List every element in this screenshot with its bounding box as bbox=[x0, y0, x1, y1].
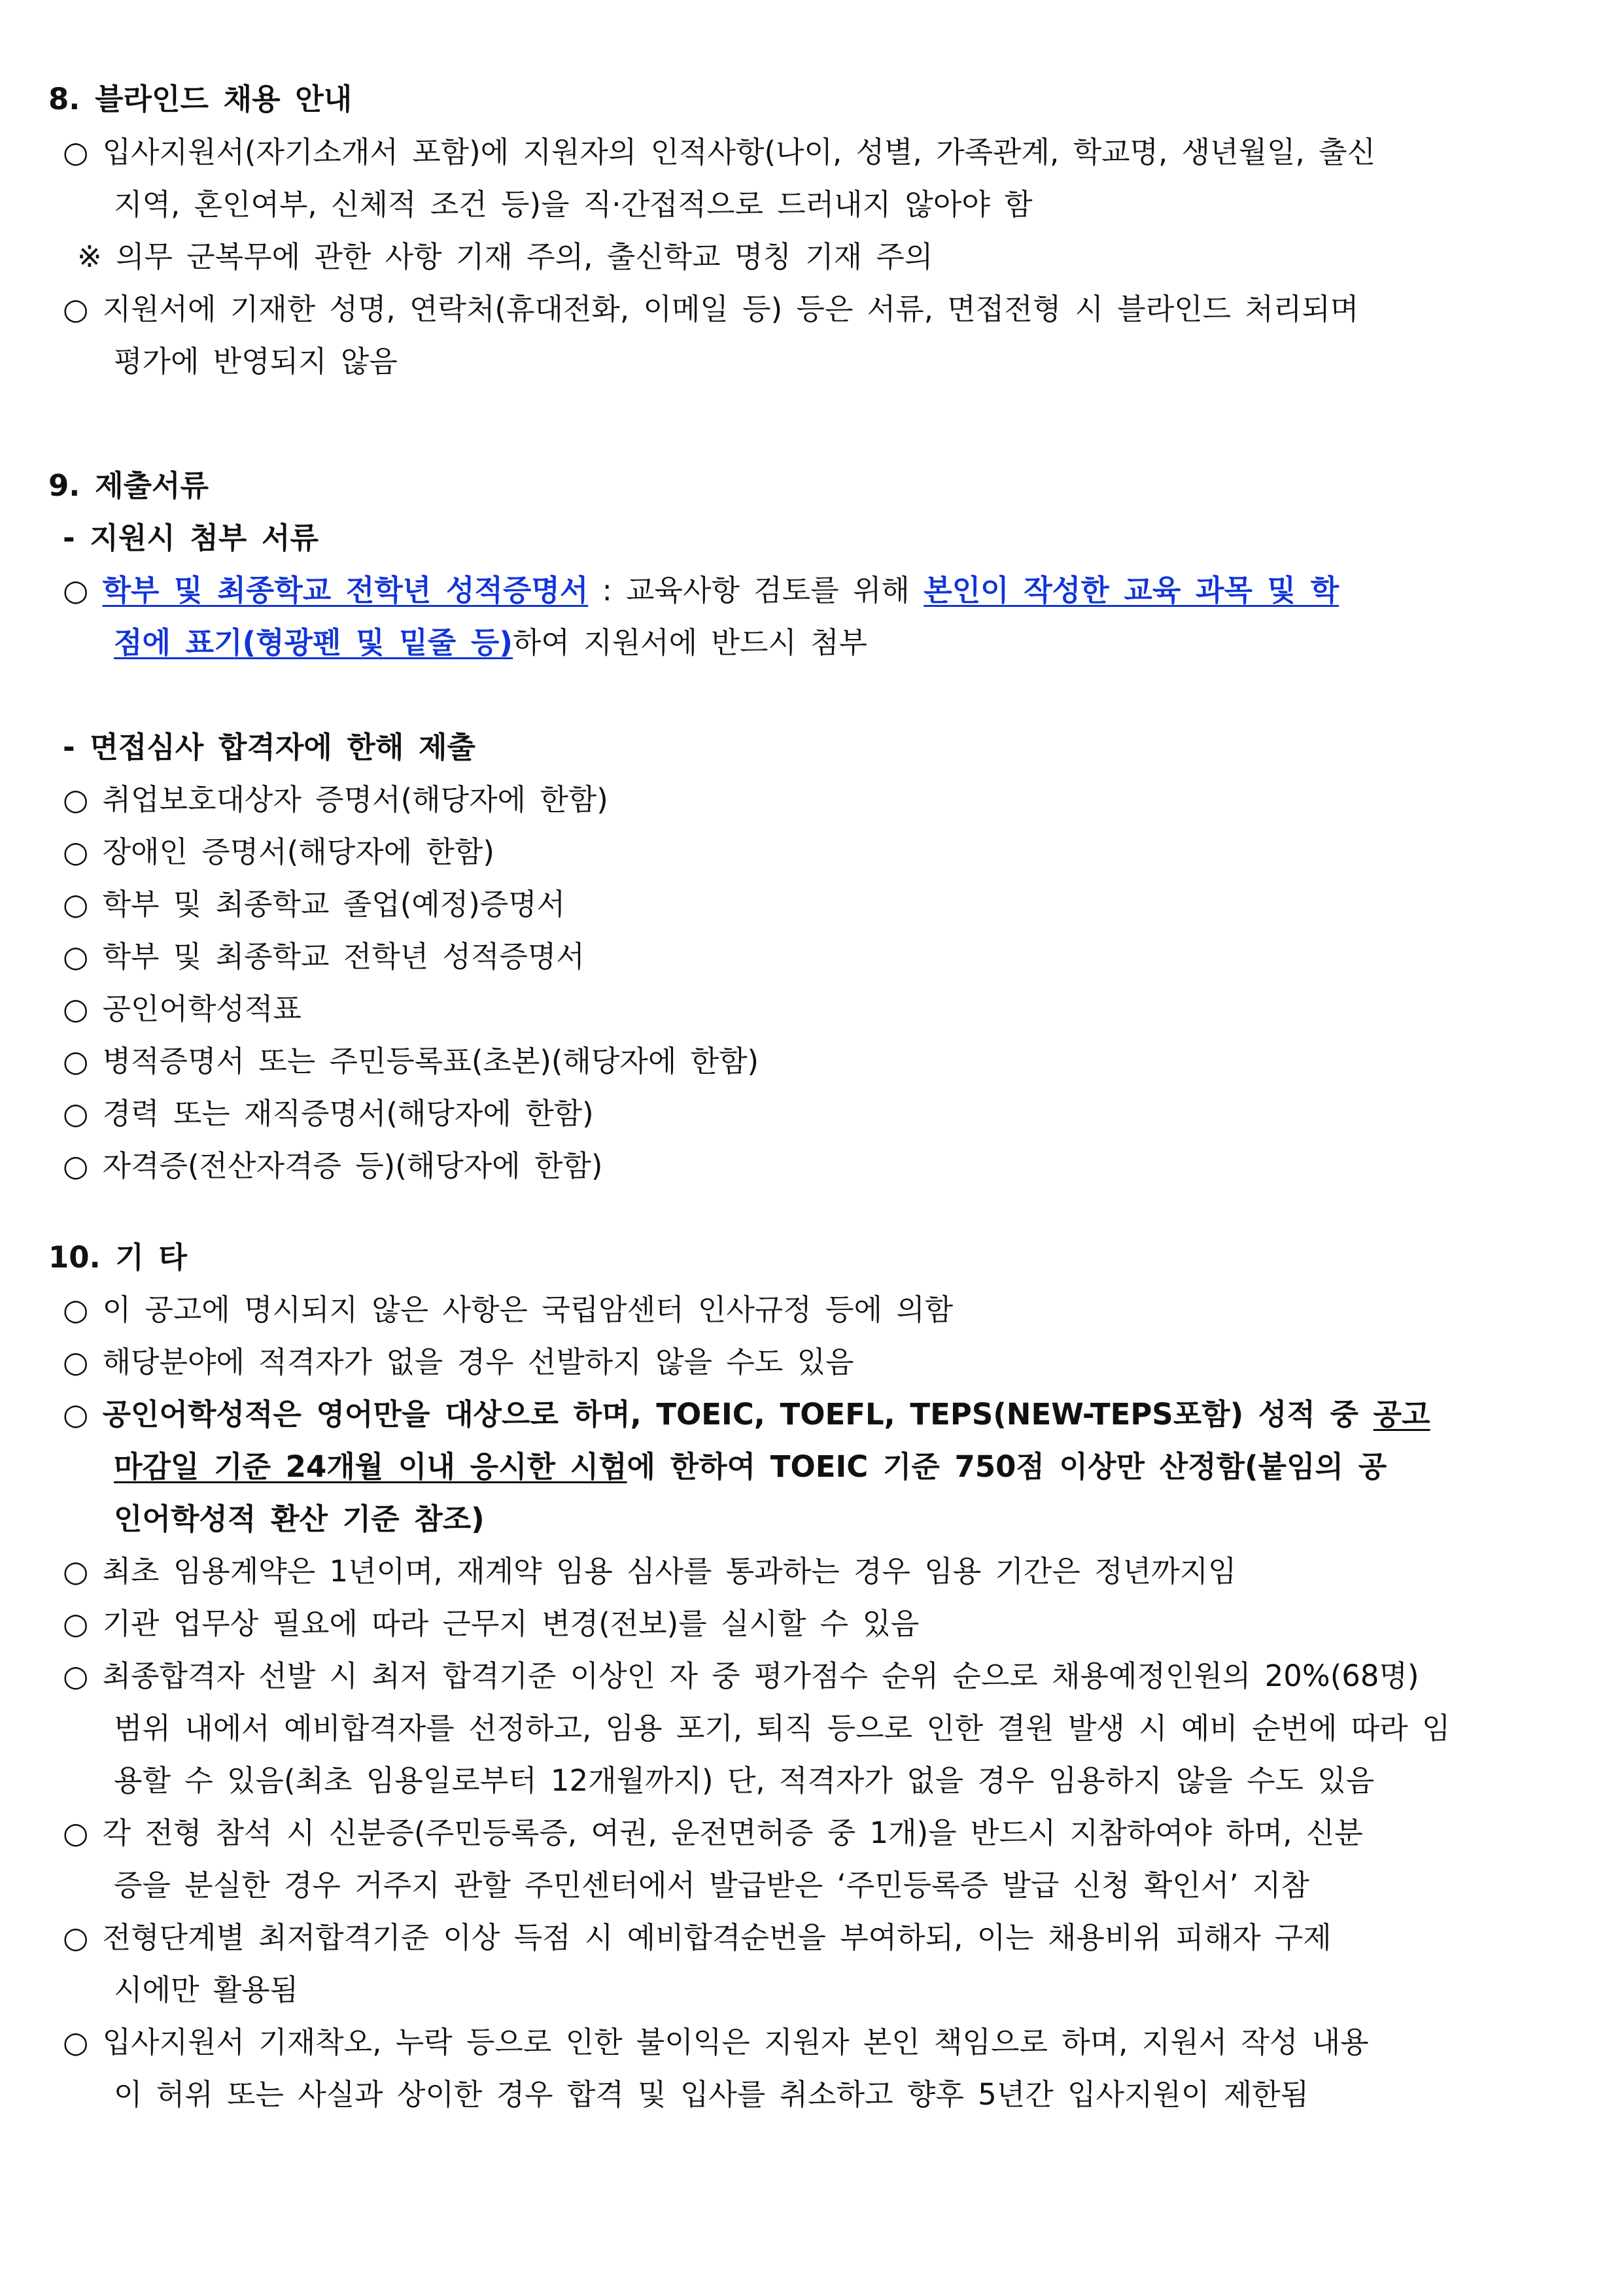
list-item: ○ 학부 및 최종학교 전학년 성적증명서 bbox=[63, 939, 585, 974]
bullet: ○ bbox=[63, 1397, 89, 1432]
s10-item-1: ○ 이 공고에 명시되지 않은 사항은 국립암센터 인사규정 등에 의함 bbox=[63, 1292, 954, 1327]
s9-attach-item-line-2 bbox=[114, 623, 867, 663]
section-8-heading: 8. 블라인드 채용 안내 bbox=[48, 82, 353, 116]
s8-bullet-1-line-1: ○ 입사지원서(자기소개서 포함)에 지원자의 인적사항(나이, 성별, 가족관계, 학교명, 생년월일, 출신 bbox=[63, 135, 1376, 169]
s10-item-3-line-2 bbox=[114, 1447, 1387, 1487]
list-item: ○ 공인어학성적표 bbox=[63, 991, 302, 1026]
s8-bullet-2-line-2: 평가에 반영되지 않음 bbox=[114, 344, 398, 379]
s9-subheading-attach: - 지원시 첨부 서류 bbox=[63, 521, 319, 555]
language-score-text: 공인어학성적은 영어만을 대상으로 하며, TOEIC, TOEFL, TEPS(NEW-TEPS포함) 성적 중 bbox=[102, 1397, 1373, 1432]
s10-item-8-line-1: ○ 전형단계별 최저합격기준 이상 득점 시 예비합격순번을 부여하되, 이는 채용비위 피해자 구제 bbox=[63, 1920, 1332, 1955]
transcript-title: 학부 및 최종학교 전학년 성적증명서 bbox=[102, 573, 589, 608]
attach-tail-text: 하여 지원서에 반드시 첨부 bbox=[512, 625, 868, 660]
s9-subheading-interview: - 면접심사 합격자에 한해 제출 bbox=[63, 730, 475, 765]
s10-item-9-line-1: ○ 입사지원서 기재착오, 누락 등으로 인한 불이익은 지원자 본인 책임으로 하며, 지원서 작성 내용 bbox=[63, 2025, 1369, 2059]
s10-item-3-line-3: 인어학성적 환산 기준 참조) bbox=[114, 1502, 485, 1536]
s8-bullet-1-line-2: 지역, 혼인여부, 신체적 조건 등)을 직·간접적으로 드러내지 않아야 함 bbox=[114, 187, 1033, 222]
s10-item-2: ○ 해당분야에 적격자가 없을 경우 선발하지 않을 수도 있음 bbox=[63, 1345, 854, 1379]
s10-item-8-line-2: 시에만 활용됨 bbox=[114, 1972, 299, 2007]
language-score-underline-1: 공고 bbox=[1373, 1397, 1430, 1432]
list-item: ○ 장애인 증명서(해당자에 한함) bbox=[63, 835, 494, 869]
s9-attach-item-line-1 bbox=[63, 571, 1339, 610]
section-9-heading: 9. 제출서류 bbox=[48, 468, 209, 503]
s10-item-9-line-2: 이 허위 또는 사실과 상이한 경우 합격 및 입사를 취소하고 향후 5년간 입사지원이 제한됨 bbox=[114, 2077, 1309, 2112]
list-item: ○ 자격증(전산자격증 등)(해당자에 한함) bbox=[63, 1148, 603, 1183]
s10-item-7-line-1: ○ 각 전형 참석 시 신분증(주민등록증, 여권, 운전면허증 중 1개)을 반드시 지참하여야 하며, 신분 bbox=[63, 1816, 1363, 1850]
s10-item-5: ○ 기관 업무상 필요에 따라 근무지 변경(전보)를 실시할 수 있음 bbox=[63, 1606, 920, 1641]
language-score-text-2: 에 한하여 TOEIC 기준 750점 이상만 산정함(붙임의 공 bbox=[627, 1449, 1387, 1484]
s8-bullet-2-line-1: ○ 지원서에 기재한 성명, 연락처(휴대전화, 이메일 등) 등은 서류, 면접전형 시 블라인드 처리되며 bbox=[63, 292, 1359, 326]
list-item: ○ 학부 및 최종학교 졸업(예정)증명서 bbox=[63, 887, 566, 921]
bullet: ○ bbox=[63, 573, 89, 608]
s10-item-6-line-1: ○ 최종합격자 선발 시 최저 합격기준 이상인 자 중 평가점수 순위 순으로 채용예정인원의 20%(68명) bbox=[63, 1659, 1419, 1693]
list-item: ○ 경력 또는 재직증명서(해당자에 한함) bbox=[63, 1096, 594, 1131]
s10-item-3-line-1 bbox=[63, 1395, 1430, 1434]
s8-note: ※ 의무 군복무에 관한 사항 기재 주의, 출신학교 명칭 기재 주의 bbox=[77, 239, 933, 274]
s10-item-7-line-2: 증을 분실한 경우 거주지 관할 주민센터에서 발급받은 ‘주민등록증 발급 신청 확인서’ 지참 bbox=[114, 1868, 1309, 1902]
section-10-heading: 10. 기 타 bbox=[48, 1240, 187, 1275]
attach-emphasis-2: 점에 표기(형광펜 및 밑줄 등) bbox=[114, 625, 513, 660]
attach-mid-text: : 교육사항 검토를 위해 bbox=[588, 573, 924, 608]
list-item: ○ 취업보호대상자 증명서(해당자에 한함) bbox=[63, 782, 608, 817]
attach-emphasis-1: 본인이 작성한 교육 과목 및 학 bbox=[924, 573, 1339, 608]
list-item: ○ 병적증명서 또는 주민등록표(초본)(해당자에 한함) bbox=[63, 1044, 759, 1078]
s10-item-4: ○ 최초 임용계약은 1년이며, 재계약 임용 심사를 통과하는 경우 임용 기간은 정년까지임 bbox=[63, 1554, 1237, 1589]
s10-item-6-line-3: 용할 수 있음(최초 임용일로부터 12개월까지) 단, 적격자가 없을 경우 임용하지 않을 수도 있음 bbox=[114, 1763, 1375, 1798]
language-score-underline-2: 마감일 기준 24개월 이내 응시한 시험 bbox=[114, 1449, 627, 1484]
s10-item-6-line-2: 범위 내에서 예비합격자를 선정하고, 임용 포기, 퇴직 등으로 인한 결원 발생 시 예비 순번에 따라 임 bbox=[114, 1711, 1451, 1746]
